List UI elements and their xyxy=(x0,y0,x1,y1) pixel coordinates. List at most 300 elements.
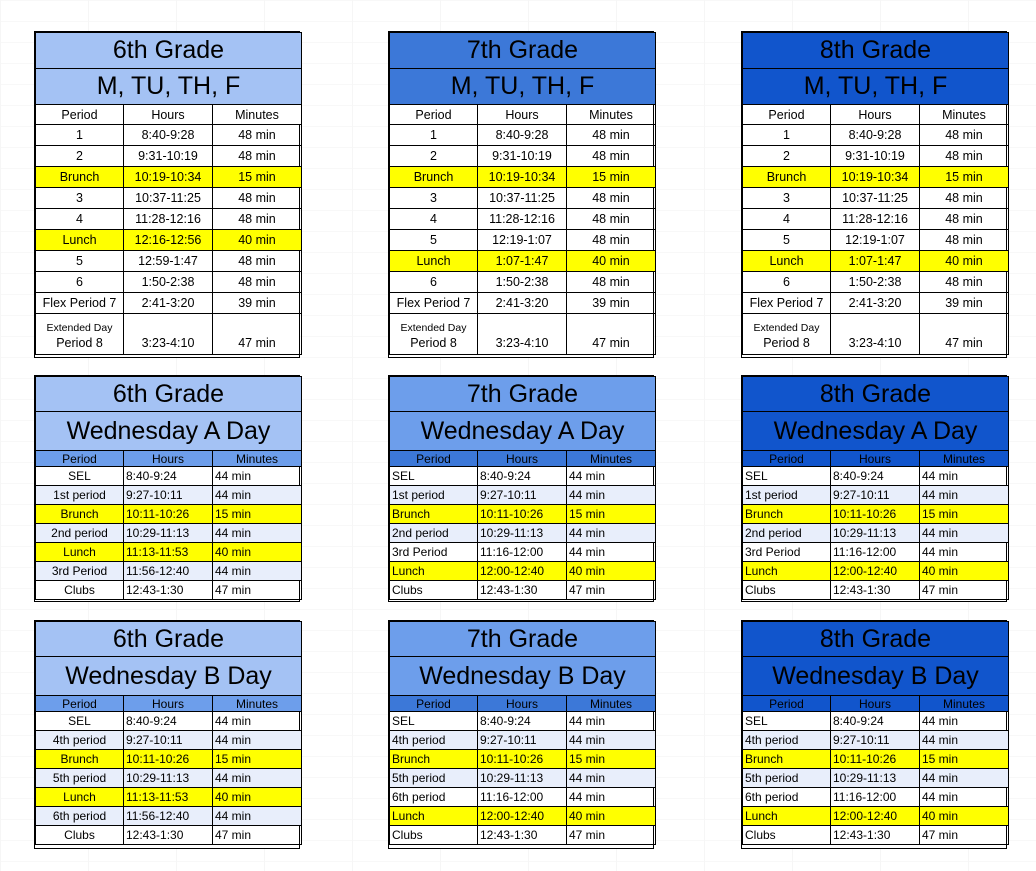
hours-cell: 8:40-9:24 xyxy=(478,712,567,731)
hours-cell: 11:16-12:00 xyxy=(831,543,920,562)
minutes-cell: 48 min xyxy=(567,125,656,146)
minutes-cell: 40 min xyxy=(213,230,302,251)
column-header-hours: Hours xyxy=(831,696,920,712)
period-cell: 2nd period xyxy=(743,524,831,543)
hours-cell: 9:31-10:19 xyxy=(478,146,567,167)
schedule-8th-wed-b xyxy=(741,620,1007,849)
schedule-row xyxy=(390,230,656,251)
period-cell: 3rd Period xyxy=(36,562,124,581)
schedule-row xyxy=(36,543,302,562)
minutes-cell: 39 min xyxy=(920,293,1009,314)
period-cell xyxy=(743,314,831,355)
hours-cell: 8:40-9:24 xyxy=(124,712,213,731)
schedule-row xyxy=(743,712,1009,731)
minutes-cell: 15 min xyxy=(567,167,656,188)
minutes-cell: 48 min xyxy=(920,146,1009,167)
schedule-row xyxy=(390,486,656,505)
hours-cell: 1:50-2:38 xyxy=(478,272,567,293)
hours-cell: 8:40-9:24 xyxy=(478,467,567,486)
schedule-row xyxy=(390,807,656,826)
grade-title: 6th Grade xyxy=(36,622,302,657)
period-cell xyxy=(390,314,478,355)
hours-cell: 2:41-3:20 xyxy=(124,293,213,314)
minutes-cell: 40 min xyxy=(567,562,656,581)
column-header-hours: Hours xyxy=(831,105,920,125)
minutes-cell: 48 min xyxy=(920,125,1009,146)
column-header-period: Period xyxy=(743,696,831,712)
schedule-row xyxy=(743,146,1009,167)
period-cell: 5 xyxy=(390,230,478,251)
schedule-row xyxy=(36,125,302,146)
schedule-6th-wed-b xyxy=(34,620,300,849)
grade-title: 8th Grade xyxy=(743,622,1009,657)
hours-cell: 11:28-12:16 xyxy=(124,209,213,230)
hours-cell: 12:43-1:30 xyxy=(478,826,567,845)
schedule-row xyxy=(743,188,1009,209)
column-header-hours: Hours xyxy=(478,451,567,467)
period-cell: Brunch xyxy=(36,167,124,188)
minutes-cell: 48 min xyxy=(213,125,302,146)
column-header-period: Period xyxy=(36,696,124,712)
period-cell: 4 xyxy=(390,209,478,230)
column-header-minutes: Minutes xyxy=(567,105,656,125)
schedule-row xyxy=(743,807,1009,826)
schedule-7th-wed-b xyxy=(388,620,654,849)
period-cell: 3 xyxy=(36,188,124,209)
minutes-cell: 48 min xyxy=(567,146,656,167)
period-cell: 2 xyxy=(743,146,831,167)
hours-cell: 11:13-11:53 xyxy=(124,788,213,807)
hours-cell: 11:56-12:40 xyxy=(124,807,213,826)
period-cell: 5 xyxy=(36,251,124,272)
hours-cell: 12:00-12:40 xyxy=(831,562,920,581)
schedule-row xyxy=(36,209,302,230)
period-cell: SEL xyxy=(36,467,124,486)
minutes-cell: 48 min xyxy=(213,272,302,293)
schedule-row xyxy=(743,505,1009,524)
minutes-cell: 44 min xyxy=(213,712,302,731)
period-cell: 5th period xyxy=(743,769,831,788)
period-cell: 6th period xyxy=(36,807,124,826)
hours-cell: 11:16-12:00 xyxy=(478,543,567,562)
column-header-minutes: Minutes xyxy=(920,696,1009,712)
period-cell: Brunch xyxy=(743,167,831,188)
hours-cell: 8:40-9:24 xyxy=(831,467,920,486)
hours-cell: 3:23-4:10 xyxy=(831,314,920,355)
schedule-row xyxy=(743,467,1009,486)
hours-cell: 8:40-9:28 xyxy=(124,125,213,146)
period-cell: Clubs xyxy=(36,581,124,600)
schedule-8th-regular xyxy=(741,31,1007,358)
hours-cell: 11:28-12:16 xyxy=(478,209,567,230)
period-cell: 1 xyxy=(36,125,124,146)
period-cell: 2 xyxy=(36,146,124,167)
hours-cell: 9:27-10:11 xyxy=(124,486,213,505)
period-cell: Brunch xyxy=(36,505,124,524)
column-header-period: Period xyxy=(390,105,478,125)
minutes-cell: 15 min xyxy=(920,750,1009,769)
minutes-cell: 47 min xyxy=(567,581,656,600)
period-cell: Lunch xyxy=(36,543,124,562)
schedule-row xyxy=(36,467,302,486)
extended-day-label: Extended Day xyxy=(46,322,113,334)
minutes-cell: 15 min xyxy=(567,505,656,524)
day-subtitle: Wednesday A Day xyxy=(36,412,302,451)
minutes-cell: 15 min xyxy=(920,167,1009,188)
schedule-6th-regular xyxy=(34,31,300,358)
schedule-row xyxy=(743,543,1009,562)
hours-cell: 9:27-10:11 xyxy=(831,486,920,505)
minutes-cell: 47 min xyxy=(213,314,302,355)
schedule-row xyxy=(36,581,302,600)
hours-cell: 12:43-1:30 xyxy=(124,581,213,600)
schedule-row xyxy=(390,293,656,314)
schedule-row xyxy=(390,769,656,788)
hours-cell: 11:16-12:00 xyxy=(831,788,920,807)
column-header-minutes: Minutes xyxy=(213,696,302,712)
period-cell: 6 xyxy=(743,272,831,293)
hours-cell: 10:11-10:26 xyxy=(124,750,213,769)
column-header-period: Period xyxy=(390,696,478,712)
minutes-cell: 44 min xyxy=(567,467,656,486)
schedule-row xyxy=(36,230,302,251)
grade-title: 6th Grade xyxy=(36,377,302,412)
schedule-row xyxy=(743,788,1009,807)
hours-cell: 12:16-12:56 xyxy=(124,230,213,251)
period-cell: 2nd period xyxy=(390,524,478,543)
period-cell: 1st period xyxy=(390,486,478,505)
hours-cell: 8:40-9:28 xyxy=(831,125,920,146)
period-cell: Lunch xyxy=(390,562,478,581)
minutes-cell: 48 min xyxy=(567,272,656,293)
minutes-cell: 47 min xyxy=(567,314,656,355)
minutes-cell: 15 min xyxy=(567,750,656,769)
period-cell: Lunch xyxy=(390,807,478,826)
period-cell: Clubs xyxy=(390,826,478,845)
hours-cell: 2:41-3:20 xyxy=(478,293,567,314)
schedule-row xyxy=(36,712,302,731)
period-cell: 5th period xyxy=(390,769,478,788)
period-cell xyxy=(36,314,124,355)
schedule-row xyxy=(36,251,302,272)
minutes-cell: 15 min xyxy=(213,505,302,524)
extended-day-label: Extended Day xyxy=(400,322,467,334)
hours-cell: 12:43-1:30 xyxy=(478,581,567,600)
schedule-row xyxy=(743,209,1009,230)
day-subtitle: M, TU, TH, F xyxy=(36,69,302,105)
hours-cell: 3:23-4:10 xyxy=(478,314,567,355)
schedule-row xyxy=(390,467,656,486)
schedule-row xyxy=(390,543,656,562)
schedule-row xyxy=(36,807,302,826)
column-header-period: Period xyxy=(36,451,124,467)
column-header-period: Period xyxy=(743,451,831,467)
minutes-cell: 44 min xyxy=(920,543,1009,562)
column-header-period: Period xyxy=(36,105,124,125)
period-cell: 2 xyxy=(390,146,478,167)
period-cell: 6 xyxy=(36,272,124,293)
period-cell: Brunch xyxy=(390,505,478,524)
schedule-row xyxy=(390,750,656,769)
hours-cell: 12:00-12:40 xyxy=(831,807,920,826)
minutes-cell: 44 min xyxy=(567,712,656,731)
hours-cell: 10:29-11:13 xyxy=(478,769,567,788)
period-cell: 4th period xyxy=(390,731,478,750)
hours-cell: 9:27-10:11 xyxy=(478,731,567,750)
schedule-row xyxy=(390,524,656,543)
minutes-cell: 48 min xyxy=(567,230,656,251)
schedule-row xyxy=(390,209,656,230)
period-cell: Lunch xyxy=(36,788,124,807)
schedule-row xyxy=(390,731,656,750)
minutes-cell: 40 min xyxy=(213,788,302,807)
period-cell: 5th period xyxy=(36,769,124,788)
hours-cell: 8:40-9:24 xyxy=(831,712,920,731)
schedule-row-extended xyxy=(743,314,1009,355)
hours-cell: 10:29-11:13 xyxy=(478,524,567,543)
minutes-cell: 47 min xyxy=(920,314,1009,355)
schedule-row xyxy=(36,769,302,788)
period-cell: Lunch xyxy=(743,807,831,826)
schedule-row-extended xyxy=(390,314,656,355)
hours-cell: 1:50-2:38 xyxy=(124,272,213,293)
minutes-cell: 15 min xyxy=(920,505,1009,524)
day-subtitle: Wednesday B Day xyxy=(390,657,656,696)
minutes-cell: 48 min xyxy=(920,188,1009,209)
minutes-cell: 15 min xyxy=(213,167,302,188)
schedule-row xyxy=(390,826,656,845)
period-cell: Clubs xyxy=(390,581,478,600)
hours-cell: 2:41-3:20 xyxy=(831,293,920,314)
minutes-cell: 44 min xyxy=(213,524,302,543)
hours-cell: 12:19-1:07 xyxy=(478,230,567,251)
extended-period-label: Period 8 xyxy=(410,336,457,350)
hours-cell: 12:43-1:30 xyxy=(831,826,920,845)
hours-cell: 11:28-12:16 xyxy=(831,209,920,230)
period-cell: SEL xyxy=(390,712,478,731)
schedule-row xyxy=(36,272,302,293)
hours-cell: 10:19-10:34 xyxy=(478,167,567,188)
schedule-row xyxy=(743,769,1009,788)
grade-title: 8th Grade xyxy=(743,377,1009,412)
column-header-hours: Hours xyxy=(124,105,213,125)
minutes-cell: 40 min xyxy=(920,807,1009,826)
minutes-cell: 44 min xyxy=(567,788,656,807)
hours-cell: 1:50-2:38 xyxy=(831,272,920,293)
hours-cell: 8:40-9:28 xyxy=(478,125,567,146)
schedule-row xyxy=(743,826,1009,845)
hours-cell: 10:37-11:25 xyxy=(831,188,920,209)
grade-title: 8th Grade xyxy=(743,33,1009,69)
schedule-row xyxy=(36,750,302,769)
period-cell: Clubs xyxy=(743,581,831,600)
column-header-minutes: Minutes xyxy=(920,105,1009,125)
hours-cell: 8:40-9:24 xyxy=(124,467,213,486)
minutes-cell: 48 min xyxy=(567,188,656,209)
period-cell: SEL xyxy=(36,712,124,731)
grade-title: 7th Grade xyxy=(390,33,656,69)
period-cell: 4 xyxy=(36,209,124,230)
minutes-cell: 47 min xyxy=(920,826,1009,845)
schedule-row xyxy=(743,486,1009,505)
period-cell: 3rd Period xyxy=(743,543,831,562)
minutes-cell: 44 min xyxy=(920,769,1009,788)
minutes-cell: 48 min xyxy=(213,251,302,272)
day-subtitle: Wednesday A Day xyxy=(743,412,1009,451)
period-cell: Flex Period 7 xyxy=(390,293,478,314)
hours-cell: 10:11-10:26 xyxy=(478,750,567,769)
hours-cell: 10:11-10:26 xyxy=(831,750,920,769)
day-subtitle: Wednesday B Day xyxy=(36,657,302,696)
minutes-cell: 48 min xyxy=(213,209,302,230)
period-cell: 4 xyxy=(743,209,831,230)
hours-cell: 12:59-1:47 xyxy=(124,251,213,272)
hours-cell: 9:31-10:19 xyxy=(831,146,920,167)
period-cell: 4th period xyxy=(36,731,124,750)
hours-cell: 9:27-10:11 xyxy=(478,486,567,505)
period-cell: 3 xyxy=(390,188,478,209)
hours-cell: 11:13-11:53 xyxy=(124,543,213,562)
minutes-cell: 15 min xyxy=(213,750,302,769)
period-cell: Clubs xyxy=(36,826,124,845)
schedule-row xyxy=(743,230,1009,251)
schedule-row xyxy=(36,562,302,581)
schedule-row xyxy=(743,251,1009,272)
period-cell: SEL xyxy=(743,712,831,731)
minutes-cell: 44 min xyxy=(213,562,302,581)
hours-cell: 10:29-11:13 xyxy=(124,524,213,543)
hours-cell: 10:19-10:34 xyxy=(124,167,213,188)
period-cell: 1 xyxy=(743,125,831,146)
day-subtitle: M, TU, TH, F xyxy=(390,69,656,105)
hours-cell: 10:29-11:13 xyxy=(831,524,920,543)
schedule-row xyxy=(390,581,656,600)
hours-cell: 9:27-10:11 xyxy=(124,731,213,750)
hours-cell: 12:43-1:30 xyxy=(831,581,920,600)
grade-title: 6th Grade xyxy=(36,33,302,69)
schedule-row xyxy=(36,731,302,750)
schedule-6th-wed-a xyxy=(34,375,300,602)
day-subtitle: Wednesday B Day xyxy=(743,657,1009,696)
minutes-cell: 39 min xyxy=(567,293,656,314)
minutes-cell: 47 min xyxy=(567,826,656,845)
schedule-row xyxy=(743,750,1009,769)
schedule-row xyxy=(743,167,1009,188)
hours-cell: 1:07-1:47 xyxy=(478,251,567,272)
hours-cell: 10:29-11:13 xyxy=(124,769,213,788)
schedule-row xyxy=(390,505,656,524)
hours-cell: 10:11-10:26 xyxy=(831,505,920,524)
schedule-row xyxy=(743,272,1009,293)
minutes-cell: 44 min xyxy=(920,467,1009,486)
period-cell: 3rd Period xyxy=(390,543,478,562)
minutes-cell: 44 min xyxy=(567,769,656,788)
schedule-row xyxy=(390,125,656,146)
period-cell: Brunch xyxy=(36,750,124,769)
minutes-cell: 44 min xyxy=(213,731,302,750)
minutes-cell: 40 min xyxy=(567,251,656,272)
period-cell: Lunch xyxy=(743,251,831,272)
minutes-cell: 40 min xyxy=(920,562,1009,581)
schedule-row xyxy=(390,562,656,581)
minutes-cell: 44 min xyxy=(920,524,1009,543)
hours-cell: 12:00-12:40 xyxy=(478,807,567,826)
schedule-row xyxy=(36,826,302,845)
extended-period-label: Period 8 xyxy=(56,336,103,350)
minutes-cell: 48 min xyxy=(920,209,1009,230)
hours-cell: 10:11-10:26 xyxy=(124,505,213,524)
schedule-row xyxy=(743,581,1009,600)
schedule-7th-wed-a xyxy=(388,375,654,602)
hours-cell: 10:37-11:25 xyxy=(478,188,567,209)
column-header-minutes: Minutes xyxy=(213,105,302,125)
hours-cell: 12:19-1:07 xyxy=(831,230,920,251)
minutes-cell: 44 min xyxy=(213,486,302,505)
column-header-hours: Hours xyxy=(478,105,567,125)
day-subtitle: Wednesday A Day xyxy=(390,412,656,451)
extended-period-label: Period 8 xyxy=(763,336,810,350)
schedule-row xyxy=(743,293,1009,314)
period-cell: SEL xyxy=(390,467,478,486)
minutes-cell: 44 min xyxy=(567,731,656,750)
schedule-row xyxy=(36,167,302,188)
column-header-period: Period xyxy=(743,105,831,125)
minutes-cell: 40 min xyxy=(920,251,1009,272)
hours-cell: 11:16-12:00 xyxy=(478,788,567,807)
minutes-cell: 44 min xyxy=(920,712,1009,731)
period-cell: Brunch xyxy=(743,750,831,769)
minutes-cell: 44 min xyxy=(567,543,656,562)
schedule-row xyxy=(390,146,656,167)
period-cell: Brunch xyxy=(390,167,478,188)
minutes-cell: 40 min xyxy=(567,807,656,826)
period-cell: 1 xyxy=(390,125,478,146)
period-cell: 1st period xyxy=(743,486,831,505)
schedule-row xyxy=(390,712,656,731)
grade-title: 7th Grade xyxy=(390,622,656,657)
hours-cell: 12:43-1:30 xyxy=(124,826,213,845)
schedule-row xyxy=(390,167,656,188)
minutes-cell: 47 min xyxy=(213,826,302,845)
period-cell: 6th period xyxy=(390,788,478,807)
minutes-cell: 44 min xyxy=(920,731,1009,750)
period-cell: Lunch xyxy=(390,251,478,272)
schedule-row xyxy=(743,562,1009,581)
period-cell: 6 xyxy=(390,272,478,293)
schedule-row xyxy=(36,293,302,314)
period-cell: 2nd period xyxy=(36,524,124,543)
schedule-row xyxy=(743,125,1009,146)
schedule-row xyxy=(36,146,302,167)
minutes-cell: 44 min xyxy=(567,486,656,505)
period-cell: Flex Period 7 xyxy=(36,293,124,314)
minutes-cell: 48 min xyxy=(920,230,1009,251)
column-header-period: Period xyxy=(390,451,478,467)
schedule-row xyxy=(390,188,656,209)
column-header-hours: Hours xyxy=(124,696,213,712)
minutes-cell: 48 min xyxy=(567,209,656,230)
period-cell: 3 xyxy=(743,188,831,209)
column-header-minutes: Minutes xyxy=(213,451,302,467)
minutes-cell: 48 min xyxy=(213,146,302,167)
schedule-row xyxy=(390,272,656,293)
schedule-row-extended xyxy=(36,314,302,355)
schedule-row xyxy=(743,524,1009,543)
schedule-row xyxy=(36,505,302,524)
column-header-minutes: Minutes xyxy=(567,696,656,712)
hours-cell: 10:37-11:25 xyxy=(124,188,213,209)
hours-cell: 12:00-12:40 xyxy=(478,562,567,581)
